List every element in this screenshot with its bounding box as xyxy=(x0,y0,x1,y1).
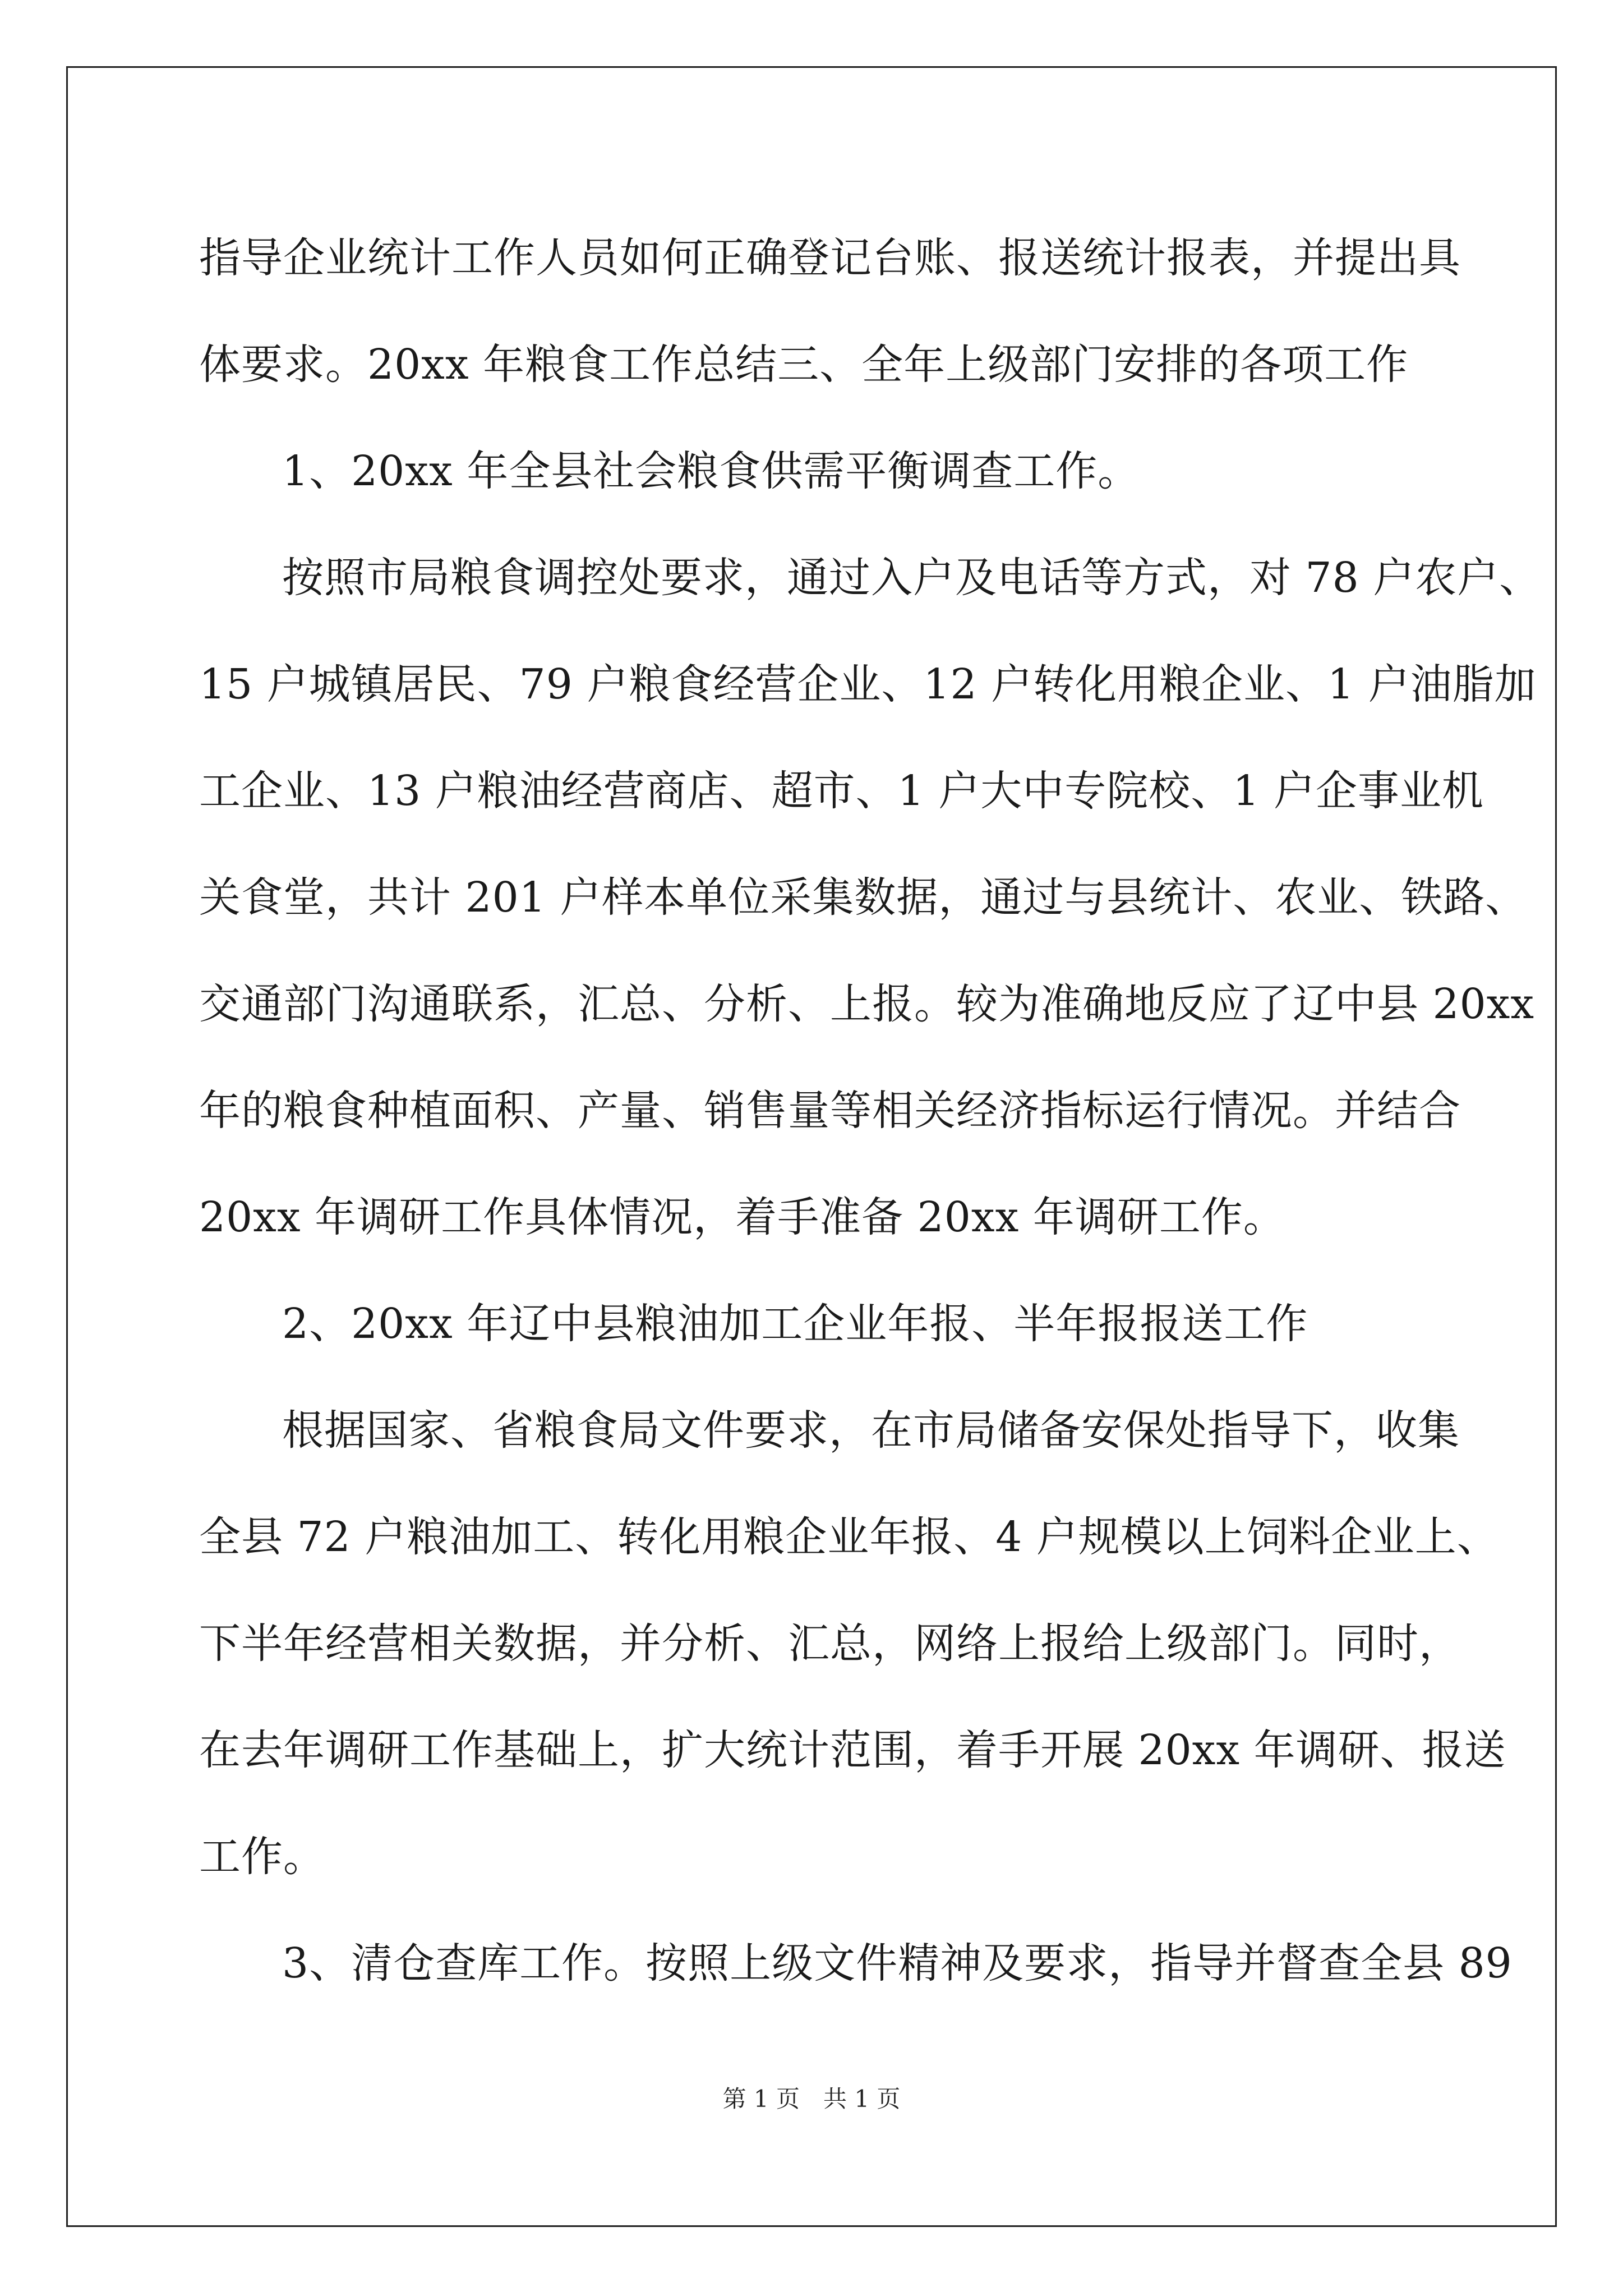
text-line: 工企业、13 户粮油经营商店、超市、1 户大中专院校、1 户企事业机 xyxy=(199,767,1484,815)
text-line: 3、清仓查库工作。按照上级文件精神及要求，指导并督查全县 89 xyxy=(282,1939,1513,1987)
text-line: 20xx 年调研工作具体情况，着手准备 20xx 年调研工作。 xyxy=(199,1193,1285,1241)
text-line: 体要求。20xx 年粮食工作总结三、全年上级部门安排的各项工作 xyxy=(199,341,1409,389)
text-line: 1、20xx 年全县社会粮食供需平衡调查工作。 xyxy=(282,447,1140,495)
document-body xyxy=(199,205,1542,2017)
page-number-footer: 第 1 页 共 1 页 xyxy=(722,2085,901,2113)
text-line: 在去年调研工作基础上，扩大统计范围，着手开展 20xx 年调研、报送 xyxy=(199,1726,1506,1774)
text-line: 按照市局粮食调控处要求，通过入户及电话等方式，对 78 户农户、 xyxy=(282,554,1542,602)
text-line: 下半年经营相关数据，并分析、汇总，网络上报给上级部门。同时， xyxy=(199,1619,1461,1668)
text-line: 全县 72 户粮油加工、转化用粮企业年报、4 户规模以上饲料企业上、 xyxy=(199,1513,1499,1561)
text-line: 交通部门沟通联系，汇总、分析、上报。较为准确地反应了辽中县 20xx xyxy=(199,980,1535,1028)
text-line: 关食堂，共计 201 户样本单位采集数据，通过与县统计、农业、铁路、 xyxy=(199,873,1528,922)
text-line: 2、20xx 年辽中县粮油加工企业年报、半年报报送工作 xyxy=(282,1300,1308,1348)
text-line: 工作。 xyxy=(199,1833,325,1881)
text-line: 年的粮食种植面积、产量、销售量等相关经济指标运行情况。并结合 xyxy=(199,1087,1461,1135)
text-line: 指导企业统计工作人员如何正确登记台账、报送统计报表，并提出具 xyxy=(199,234,1461,282)
text-line: 15 户城镇居民、79 户粮食经营企业、12 户转化用粮企业、1 户油脂加 xyxy=(199,660,1537,708)
text-line: 根据国家、省粮食局文件要求，在市局储备安保处指导下，收集 xyxy=(282,1406,1460,1455)
